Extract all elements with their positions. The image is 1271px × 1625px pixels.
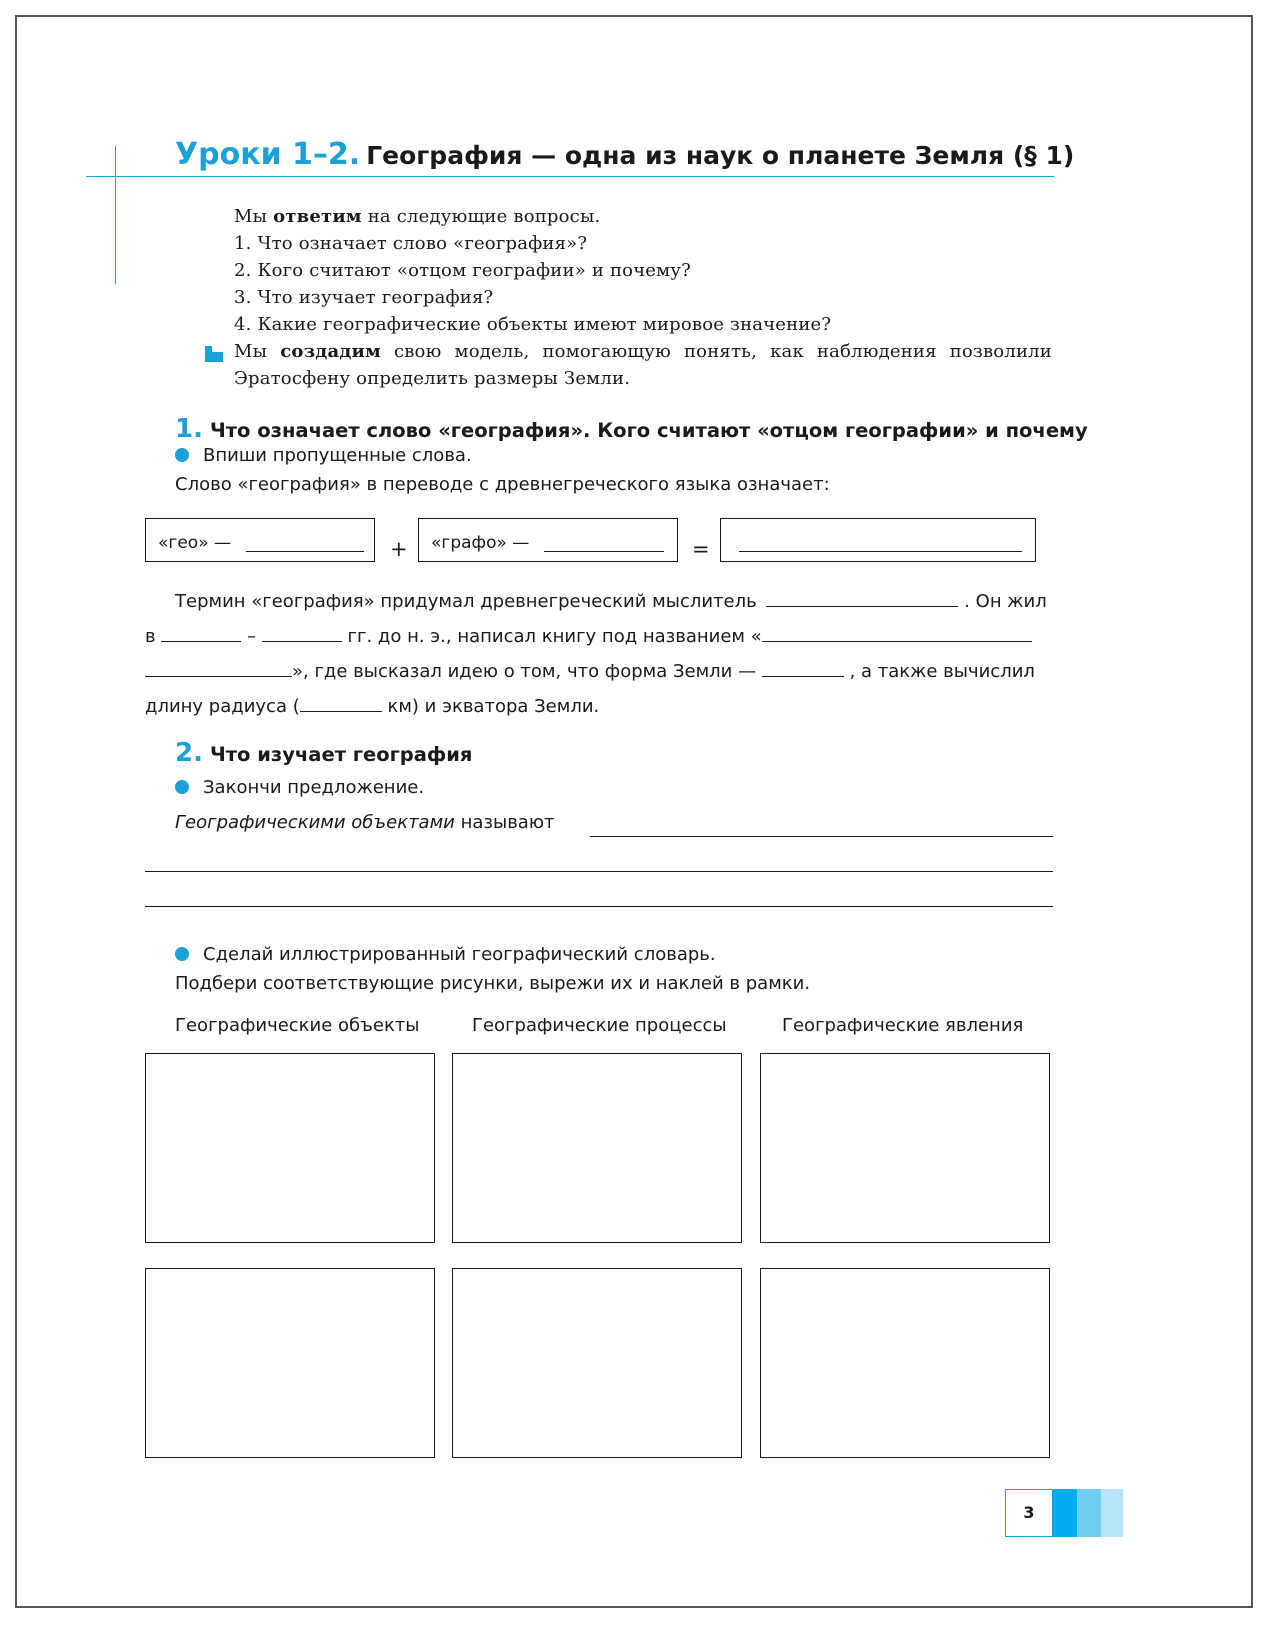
years-to-blank[interactable] <box>262 623 342 642</box>
equals-sign: = <box>692 537 710 561</box>
section-1-heading <box>175 414 1088 444</box>
intro-create-bold: создадим <box>280 341 381 362</box>
dictionary-instruction: Подбери соответствующие рисунки, вырежи их и наклей в рамки. <box>175 973 811 994</box>
intro-block <box>234 203 1052 392</box>
lesson-title: География — одна из наук о планете Земля (§ 1) <box>366 141 1075 170</box>
years-from-blank[interactable] <box>161 623 241 642</box>
definition-sentence <box>175 812 554 833</box>
intro-create-line <box>234 338 1052 365</box>
bullet-icon <box>175 448 189 462</box>
paste-frame-objects-2[interactable] <box>145 1268 435 1458</box>
definition-answer-line-3[interactable] <box>145 906 1053 907</box>
intro-answer-line <box>234 203 1052 230</box>
fill-paragraph-line-4 <box>145 693 1053 717</box>
lesson-number: Уроки 1–2. <box>175 137 361 172</box>
page-tab-medium <box>1077 1489 1101 1537</box>
section-1-task-text: Впиши пропущенные слова. <box>203 445 472 466</box>
intro-create-post: свою модель, помогающую понять, как наблюдения позволили <box>393 341 1053 362</box>
question-4: 4. Какие географические объекты имеют мировое значение? <box>234 314 832 335</box>
intro-create-pre: Мы <box>234 341 268 362</box>
fill-paragraph-line-3 <box>145 658 1053 682</box>
grafo-answer-box[interactable] <box>418 518 678 562</box>
grafo-answer-line[interactable] <box>544 551 664 552</box>
question-3: 3. Что изучает география? <box>234 287 494 308</box>
intro-answer-post: на следующие вопросы. <box>367 206 601 227</box>
para-line-3-text: », где высказал идею о том, что форма Земли — <box>292 661 757 682</box>
geo-answer-line[interactable] <box>246 551 364 552</box>
para-line-1-end: . Он жил <box>964 591 1047 612</box>
paste-frame-objects-1[interactable] <box>145 1053 435 1243</box>
page-tab-light <box>1101 1489 1123 1537</box>
section-2-title: Что изучает география <box>209 743 473 766</box>
column-label-objects: Географические объекты <box>175 1015 420 1036</box>
paste-frame-phenomena-2[interactable] <box>760 1268 1050 1458</box>
book-title-blank-cont[interactable] <box>145 658 292 677</box>
definition-answer-line-1[interactable] <box>590 836 1053 837</box>
para-line-4-text: длину радиуса ( <box>145 696 300 717</box>
question-2: 2. Кого считают «отцом географии» и почему? <box>234 260 691 281</box>
book-title-blank[interactable] <box>762 623 1032 642</box>
paste-frame-phenomena-1[interactable] <box>760 1053 1050 1243</box>
intro-answer-bold: ответим <box>273 206 362 227</box>
bullet-icon <box>175 780 189 794</box>
geo-answer-box[interactable] <box>145 518 375 562</box>
title-guide-vertical <box>115 146 116 284</box>
geo-label: «гео» — <box>158 533 231 553</box>
years-dash: – <box>247 626 257 647</box>
page-number: 3 <box>1005 1489 1053 1537</box>
fill-paragraph-line-1 <box>145 588 1053 612</box>
paste-frame-processes-2[interactable] <box>452 1268 742 1458</box>
plus-sign: + <box>390 537 408 561</box>
model-flag-icon <box>205 346 223 362</box>
result-answer-box[interactable] <box>720 518 1036 562</box>
grafo-label: «графо» — <box>431 533 530 553</box>
para-line-3-end: , а также вычислил <box>849 661 1035 682</box>
fill-paragraph-line-2 <box>145 623 1053 647</box>
section-2-heading <box>175 738 472 768</box>
title-guide-horizontal <box>86 176 1054 177</box>
para-line-2-text: гг. до н. э., написал книгу под названием « <box>347 626 762 647</box>
intro-answer-pre: Мы <box>234 206 268 227</box>
section-1-title: Что означает слово «география». Кого считают «отцом географии» и почему <box>209 419 1088 442</box>
intro-create-line-2: Эратосфену определить размеры Земли. <box>234 368 631 389</box>
section-2-number: 2. <box>175 738 203 768</box>
result-answer-line[interactable] <box>739 551 1022 552</box>
definition-term: Географическими объектами <box>175 812 455 833</box>
para-line-4-end: км) и экватора Земли. <box>387 696 600 717</box>
column-label-processes: Географические процессы <box>472 1015 727 1036</box>
definition-verb: называют <box>460 812 555 833</box>
section-1-lead: Слово «география» в переводе с древнегреческого языка означает: <box>175 474 830 495</box>
radius-blank[interactable] <box>300 693 382 712</box>
column-label-phenomena: Географические явления <box>782 1015 1024 1036</box>
section-1-number: 1. <box>175 414 203 444</box>
paste-frame-processes-1[interactable] <box>452 1053 742 1243</box>
bullet-icon <box>175 947 189 961</box>
dictionary-task <box>175 944 716 965</box>
section-1-task <box>175 445 472 466</box>
para-line-1-text: Термин «география» придумал древнегреческий мыслитель <box>175 591 757 612</box>
section-2-task-text: Закончи предложение. <box>203 777 425 798</box>
para-line-2-start: в <box>145 626 156 647</box>
page-title <box>175 137 1074 172</box>
definition-answer-line-2[interactable] <box>145 871 1053 872</box>
earth-shape-blank[interactable] <box>762 658 844 677</box>
section-2-task <box>175 777 424 798</box>
dictionary-task-text: Сделай иллюстрированный географический словарь. <box>203 944 716 965</box>
question-1: 1. Что означает слово «география»? <box>234 233 588 254</box>
thinker-name-blank[interactable] <box>766 588 958 607</box>
page-tab-dark <box>1053 1489 1077 1537</box>
